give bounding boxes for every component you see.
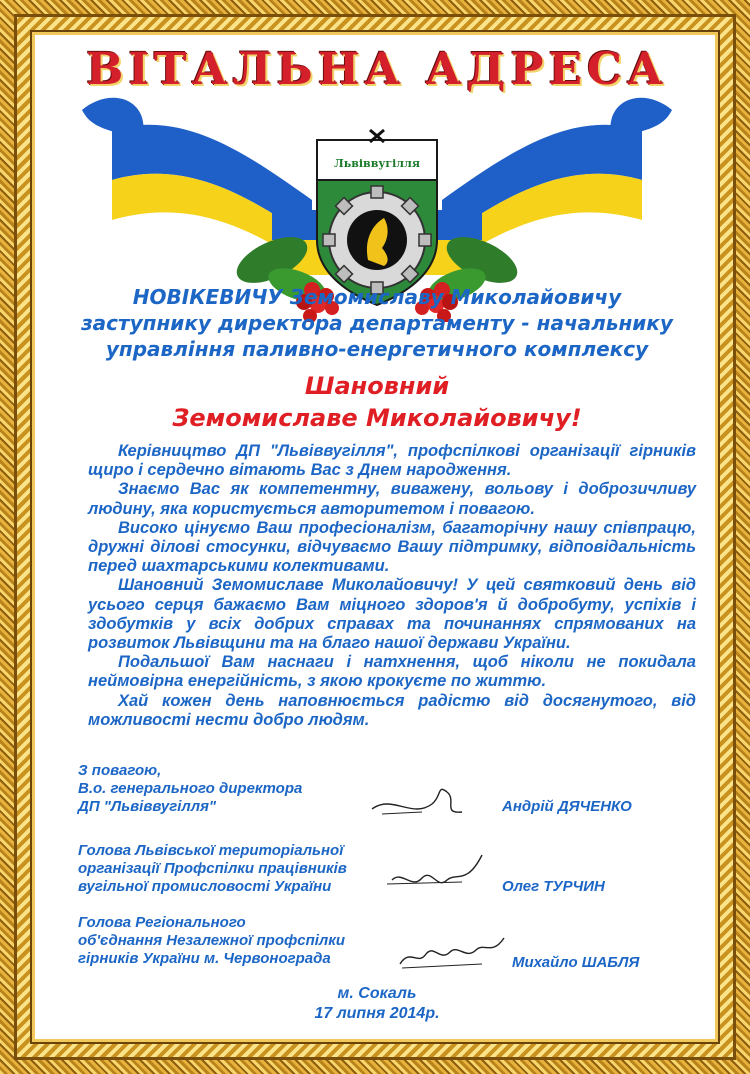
addressee-position-line1: заступнику директора департаменту - начальнику bbox=[81, 311, 673, 335]
body-paragraph: Шановний Земомиславе Миколайовичу! У цей святковий день від усього серця бажаємо Вам міцного здоров'я й добробуту, успіхів і здобутків у всіх добрих справах та починаннях спрямованих на розвиток Львівщини та на благо нашої держави України. bbox=[88, 576, 696, 653]
body-paragraph: Керівництво ДП "Львіввугілля", профспілкові організації гірників щиро і сердечно вітають Вас з Днем народження. bbox=[88, 442, 696, 480]
signatory-title-line: В.о. генерального директора bbox=[78, 780, 303, 797]
greeting-line2: Земомиславе Миколайовичу! bbox=[172, 404, 582, 432]
signatory-title-line: Голова Регіонального bbox=[78, 914, 246, 931]
signatory-title-line: ДП "Львіввугілля" bbox=[78, 798, 217, 815]
greeting bbox=[32, 370, 720, 434]
signatory-title-2 bbox=[78, 842, 347, 896]
greeting-line1: Шановний bbox=[304, 372, 450, 400]
addressee-position-line2: управління паливно-енергетичного комплексу bbox=[105, 337, 649, 361]
document-sheet bbox=[30, 30, 720, 1044]
document-title: ВІТАЛЬНА АДРЕСА bbox=[86, 44, 668, 95]
addressee bbox=[32, 284, 720, 362]
signatory-title-line: організації Профспілки працівників bbox=[78, 860, 347, 877]
signatory-title-line: гірників України м. Червонограда bbox=[78, 950, 331, 967]
handwritten-signature-1 bbox=[362, 774, 472, 824]
place: м. Сокаль bbox=[337, 985, 417, 1002]
place-date bbox=[32, 984, 720, 1024]
addressee-name: НОВІКЕВИЧУ Земомиславу Миколайовичу bbox=[132, 285, 622, 309]
signatory-title-line: вугільної промисловості України bbox=[78, 878, 332, 895]
body-paragraph: Знаємо Вас як компетентну, виважену, вольову і доброзичливу людину, яка користується авторитетом і повагою. bbox=[88, 480, 696, 518]
signatory-title-1 bbox=[78, 762, 302, 816]
letter-body bbox=[88, 442, 696, 730]
signatory-title-line: об'єднання Незалежної профспілки bbox=[78, 932, 346, 949]
signatory-name-3: Михайло ШАБЛЯ bbox=[512, 954, 640, 971]
body-paragraph: Подальшої Вам наснаги і натхнення, щоб ніколи не покидала неймовірна енергійність, з якою крокуєте по життю. bbox=[88, 653, 696, 691]
emblem-label: Львіввугілля bbox=[334, 157, 420, 170]
handwritten-signature-3 bbox=[392, 926, 512, 976]
date: 17 липня 2014р. bbox=[314, 1005, 440, 1022]
body-paragraph: Високо цінуємо Ваш професіоналізм, багаторічну нашу співпрацю, дружні ділові стосунки, відчуваємо Вашу підтримку, відповідальність перед шахтарськими колективами. bbox=[88, 518, 696, 576]
signatory-name-1: Андрій ДЯЧЕНКО bbox=[502, 798, 632, 815]
handwritten-signature-2 bbox=[382, 850, 492, 900]
body-paragraph: Хай кожен день наповнюється радістю від досягнутого, від можливості нести добро людям. bbox=[88, 691, 696, 729]
signatory-title-line: Голова Львівської територіальної bbox=[78, 842, 344, 859]
signatory-name-2: Олег ТУРЧИН bbox=[502, 878, 605, 895]
signatory-title-line: З повагою, bbox=[78, 762, 162, 779]
signatory-title-3 bbox=[78, 914, 345, 968]
